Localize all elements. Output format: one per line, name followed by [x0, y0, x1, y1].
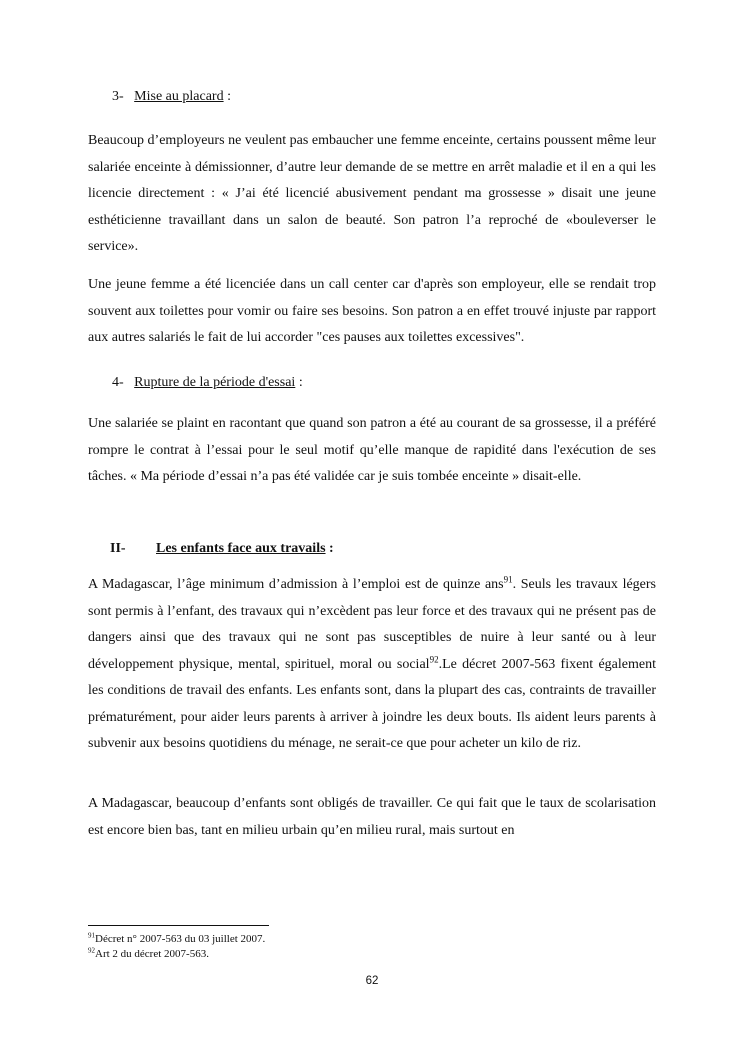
section-3-number: 3-: [112, 89, 124, 104]
footnote-ref-92[interactable]: 92: [429, 653, 439, 664]
section-4-colon: :: [295, 375, 303, 390]
paragraph-3: Une salariée se plaint en racontant que quand son patron a été au courant de sa grossesse, il a préféré rompre le contrat à l’essai pour le seul motif qu’elle manque de rapidité dans l'exécution de ses tâches. « Ma période d’essai n’a pas été validée car je suis tombée enceinte » disait-elle.: [88, 416, 656, 484]
footnote-92-marker: 92: [88, 946, 95, 955]
section-II-number: II-: [110, 541, 126, 556]
paragraph-4: [88, 572, 656, 758]
page-number: 62: [365, 975, 379, 987]
footnote-92-text: Art 2 du décret 2007-563.: [95, 948, 209, 960]
footnote-separator: [88, 925, 269, 926]
section-3-title: Mise au placard: [134, 89, 224, 104]
footnote-91-text: Décret n° 2007-563 du 03 juillet 2007.: [95, 933, 266, 945]
section-3-colon: :: [223, 89, 231, 104]
paragraph-2: Une jeune femme a été licenciée dans un call center car d'après son employeur, elle se rendait trop souvent aux toilettes pour vomir ou faire ses besoins. Son patron a en effet trouvé injuste par rapport aux autres salariés le fait de lui accorder "ces pauses aux toilettes excessives".: [88, 277, 656, 345]
section-4-number: 4-: [112, 375, 124, 390]
section-4-heading: [112, 373, 303, 393]
section-II-title: Les enfants face aux travails: [156, 541, 326, 556]
paragraph-4-part-1: A Madagascar, l’âge minimum d’admission à l’emploi est de quinze ans: [88, 577, 504, 592]
section-II-colon: :: [325, 541, 334, 556]
footnote-92: [88, 947, 209, 961]
footnote-91-marker: 91: [88, 931, 95, 940]
footnote-91: [88, 932, 265, 946]
section-II-heading: [110, 539, 334, 559]
paragraph-4-part-3: .Le décret 2007-563 fixent également les conditions de travail des enfants. Les enfants sont, dans la plupart des cas, contraints de travailler prématurément, pour aider leurs parents à arriver à joindre les deux bouts. Ils aident leurs parents à subvenir aux besoins quotidiens du ménage, ne serait-ce que pour acheter un kilo de riz.: [88, 656, 656, 751]
footnote-ref-91[interactable]: 91: [503, 574, 513, 585]
section-4-title: Rupture de la période d'essai: [134, 375, 296, 390]
paragraph-1: Beaucoup d’employeurs ne veulent pas embaucher une femme enceinte, certains poussent même leur salariée enceinte à démissionner, d’autre leur demande de se mettre en arrêt maladie et il en a qui les licencie directement : « J’ai été licencié abusivement pendant ma grossesse » disait une jeune esthéticienne travaillant dans un salon de beauté. Son patron l’a reproché de «bouleverser le service».: [88, 133, 656, 254]
section-3-heading: [112, 87, 231, 107]
paragraph-5: A Madagascar, beaucoup d’enfants sont obligés de travailler. Ce qui fait que le taux de scolarisation est encore bien bas, tant en milieu urbain qu’en milieu rural, mais surtout en: [88, 796, 656, 838]
paragraph-4-part-2: . Seuls les travaux légers sont permis à l’enfant, des travaux qui n’excèdent pas leur force et des travaux qui ne présent pas de dangers ainsi que des travaux qui ne sont pas susceptibles de nuire à leur santé ou à leur développement physique, mental, spirituel, moral ou social: [88, 577, 657, 672]
